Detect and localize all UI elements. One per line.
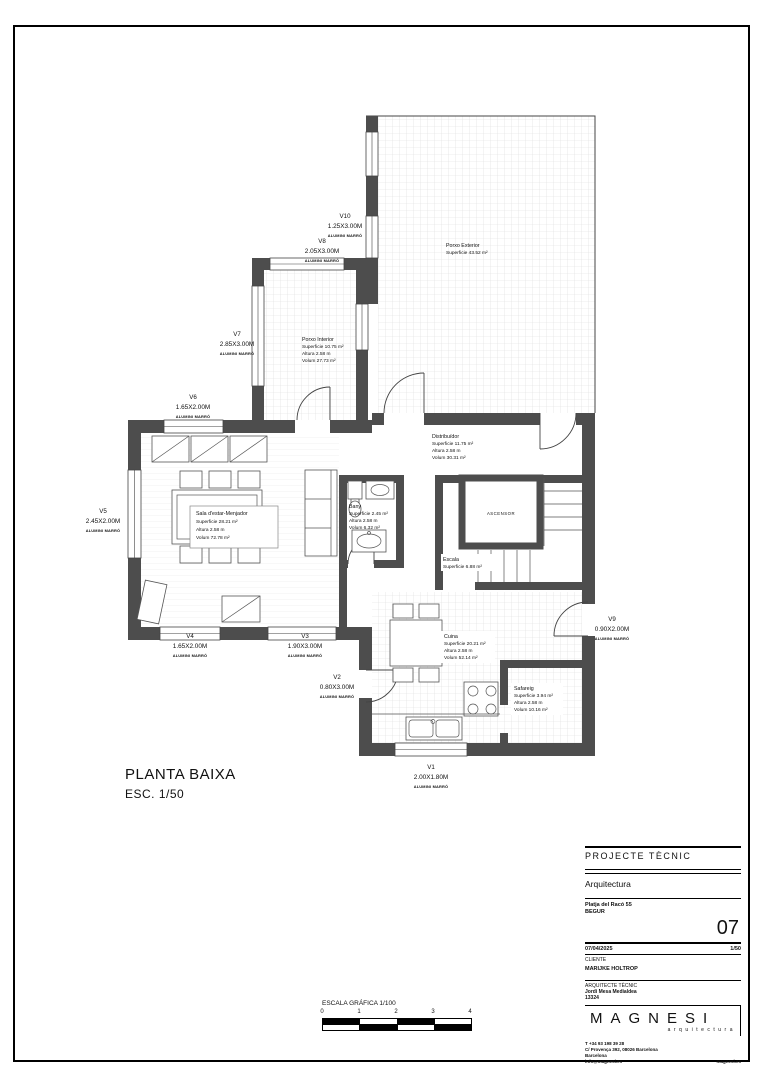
- svg-text:V9: V9: [608, 616, 616, 623]
- svg-text:1.25X3.00M: 1.25X3.00M: [327, 223, 363, 230]
- scale-tick: 1: [357, 1009, 361, 1015]
- svg-text:2.05X3.00M: 2.05X3.00M: [304, 248, 340, 255]
- svg-text:Porxo Interior: Porxo Interior: [302, 337, 334, 343]
- project-type: PROJECTE TÈCNIC: [585, 851, 692, 861]
- label-safareig: [511, 683, 563, 715]
- firm-logo: [585, 1005, 741, 1036]
- svg-text:Superficie 2.45 m²: Superficie 2.45 m²: [349, 512, 388, 517]
- svg-text:V10: V10: [339, 213, 351, 220]
- svg-text:0.80X3.00M: 0.80X3.00M: [319, 684, 355, 691]
- graphic-scale-ticks: [322, 1009, 470, 1017]
- graphic-scale: [322, 1000, 470, 1031]
- svg-text:2.85X3.00M: 2.85X3.00M: [219, 341, 255, 348]
- svg-text:Porxo Exterior: Porxo Exterior: [446, 243, 480, 249]
- svg-text:V2: V2: [333, 674, 341, 681]
- graphic-scale-label: ESCALA GRÁFICA 1/100: [322, 1000, 396, 1007]
- svg-text:ALUMINI MARRÓ: ALUMINI MARRÓ: [172, 653, 208, 658]
- svg-text:Superficie 28.21 m²: Superficie 28.21 m²: [196, 520, 238, 525]
- svg-text:V4: V4: [186, 633, 194, 640]
- window-v1: [395, 743, 467, 756]
- svg-text:ALUMINI MARRÓ: ALUMINI MARRÓ: [594, 636, 630, 641]
- window-label-v9: [595, 616, 630, 641]
- window-v5: [128, 470, 141, 558]
- svg-text:Escala: Escala: [443, 557, 459, 563]
- svg-text:ALUMINI MARRÓ: ALUMINI MARRÓ: [327, 233, 363, 238]
- svg-text:ALUMINI MARRÓ: ALUMINI MARRÓ: [319, 694, 355, 699]
- shower-tray: [352, 530, 386, 552]
- svg-text:V1: V1: [427, 764, 435, 771]
- plan-title: PLANTA BAIXA: [125, 766, 236, 783]
- graphic-scale-bar: [322, 1018, 472, 1031]
- kitchen-sink: [406, 717, 462, 740]
- svg-text:1.65X2.00M: 1.65X2.00M: [175, 404, 211, 411]
- window-label-v7: [220, 331, 255, 356]
- window-label-v6: [176, 394, 211, 419]
- scale-tick: 2: [394, 1009, 398, 1015]
- svg-text:Altura 2.58 m: Altura 2.58 m: [349, 519, 378, 524]
- svg-text:Altura 2.58 m: Altura 2.58 m: [196, 528, 225, 533]
- svg-text:Superficie 11.75 m²: Superficie 11.75 m²: [432, 442, 474, 447]
- label-distribuidor: [432, 434, 474, 461]
- svg-text:Volum 27.73 m²: Volum 27.73 m²: [302, 359, 336, 364]
- svg-text:Altura 2.58 m: Altura 2.58 m: [514, 701, 543, 706]
- svg-text:Volum 72.78 m²: Volum 72.78 m²: [196, 536, 230, 541]
- window-v6: [164, 420, 223, 433]
- title-block: [585, 846, 741, 1065]
- svg-text:Superficie 10.75 m²: Superficie 10.75 m²: [302, 345, 344, 350]
- window-fixed-b: [356, 304, 368, 350]
- window-label-v2: [320, 674, 355, 699]
- svg-text:ALUMINI MARRÓ: ALUMINI MARRÓ: [175, 414, 211, 419]
- sideboard-cabinets: [152, 436, 267, 462]
- cabinet: [222, 596, 260, 622]
- sheet-date: 07/04/2025: [585, 946, 613, 953]
- svg-text:Altura 2.58 m: Altura 2.58 m: [302, 352, 331, 357]
- svg-text:V7: V7: [233, 331, 241, 338]
- contact-web: magnesi.es: [716, 1058, 741, 1064]
- svg-text:Volum 52.14 m²: Volum 52.14 m²: [444, 656, 478, 661]
- project-city: BEGUR: [585, 909, 605, 916]
- label-sala: [190, 506, 278, 548]
- sheet-number: 07: [716, 917, 739, 940]
- firm-contact: [585, 1036, 741, 1064]
- svg-text:0.90X2.00M: 0.90X2.00M: [594, 626, 630, 633]
- label-escala: [441, 554, 493, 571]
- contact-email: info@magnesi.es: [585, 1058, 623, 1064]
- contact-city: Barcelona: [585, 1052, 607, 1058]
- cooktop: [464, 682, 498, 716]
- svg-text:Bany: Bany: [349, 504, 362, 510]
- svg-text:ALUMINI MARRÓ: ALUMINI MARRÓ: [85, 528, 121, 533]
- svg-text:Superficie 6.88 m²: Superficie 6.88 m²: [443, 565, 482, 570]
- contact-phone: T +34 93 198 39 28: [585, 1041, 625, 1047]
- label-bany: [349, 504, 388, 531]
- window-label-v10: [328, 213, 363, 238]
- svg-text:Altura 2.58 m: Altura 2.58 m: [432, 449, 461, 454]
- sheet-scale: 1/50: [730, 946, 741, 953]
- svg-text:1.65X2.00M: 1.65X2.00M: [172, 643, 208, 650]
- window-label-v8: [305, 238, 340, 263]
- svg-text:ALUMINI MARRÓ: ALUMINI MARRÓ: [219, 351, 255, 356]
- contact-address: C/ Provença 392, 08026 Barcelona: [585, 1047, 658, 1053]
- svg-text:Superficie 3.94 m²: Superficie 3.94 m²: [514, 694, 553, 699]
- window-label-v1: [414, 764, 449, 789]
- svg-text:ALUMINI MARRÓ: ALUMINI MARRÓ: [287, 653, 323, 658]
- architect-label: ARQUITECTE TÈCNIC: [585, 983, 638, 990]
- scale-tick: 0: [320, 1009, 324, 1015]
- svg-text:Cuina: Cuina: [444, 634, 458, 640]
- svg-text:Superficie 20.21 m²: Superficie 20.21 m²: [444, 642, 486, 647]
- svg-text:Volum 6.32 m²: Volum 6.32 m²: [349, 526, 380, 531]
- client-name: MARIJKE HOLTROP: [585, 966, 638, 973]
- sofa: [305, 470, 337, 556]
- door-distribuidor: [540, 413, 576, 449]
- window-fixed-a: [366, 216, 378, 258]
- discipline: Arquitectura: [585, 879, 631, 889]
- architect-number: 13324: [585, 995, 599, 1002]
- svg-text:2.45X2.00M: 2.45X2.00M: [85, 518, 121, 525]
- logo-wordmark: MAGNESI: [590, 1010, 716, 1028]
- window-v7: [252, 286, 264, 386]
- svg-text:ALUMINI MARRÓ: ALUMINI MARRÓ: [304, 258, 340, 263]
- project-address: Platja del Racó 55: [585, 902, 632, 908]
- logo-subtitle: arquitectura: [667, 1027, 736, 1034]
- svg-text:V6: V6: [189, 394, 197, 401]
- label-cuina: [441, 631, 495, 663]
- window-v10: [366, 132, 378, 176]
- svg-text:Volum 30.31 m²: Volum 30.31 m²: [432, 456, 466, 461]
- svg-text:Sala d'estar-Menjador: Sala d'estar-Menjador: [196, 511, 248, 517]
- svg-text:Altura 2.58 m: Altura 2.58 m: [444, 649, 473, 654]
- svg-text:V8: V8: [318, 238, 326, 245]
- plan-scale-label: ESC. 1/50: [125, 787, 185, 801]
- svg-text:Superficie 43.52 m²: Superficie 43.52 m²: [446, 251, 488, 256]
- scale-tick: 3: [431, 1009, 435, 1015]
- svg-text:V5: V5: [99, 508, 107, 515]
- washbasin: [366, 481, 394, 499]
- client-label: CLIENTE: [585, 957, 607, 964]
- svg-text:ALUMINI MARRÓ: ALUMINI MARRÓ: [413, 784, 449, 789]
- svg-text:Safareig: Safareig: [514, 686, 534, 692]
- room-label-ascensor: ASCENSOR: [486, 511, 516, 516]
- svg-text:Volum 10.16 m²: Volum 10.16 m²: [514, 708, 548, 713]
- svg-text:1.90X3.00M: 1.90X3.00M: [287, 643, 323, 650]
- architect-name: Jordi Mesa Medialdea: [585, 989, 637, 996]
- svg-text:2.00X1.80M: 2.00X1.80M: [413, 774, 449, 781]
- window-label-v5: [86, 508, 121, 533]
- svg-text:V3: V3: [301, 633, 309, 640]
- scale-tick: 4: [468, 1009, 472, 1015]
- porxo-exterior-floor: [378, 116, 595, 413]
- kitchen-table: [390, 620, 442, 666]
- svg-text:Distribuïdor: Distribuïdor: [432, 434, 460, 440]
